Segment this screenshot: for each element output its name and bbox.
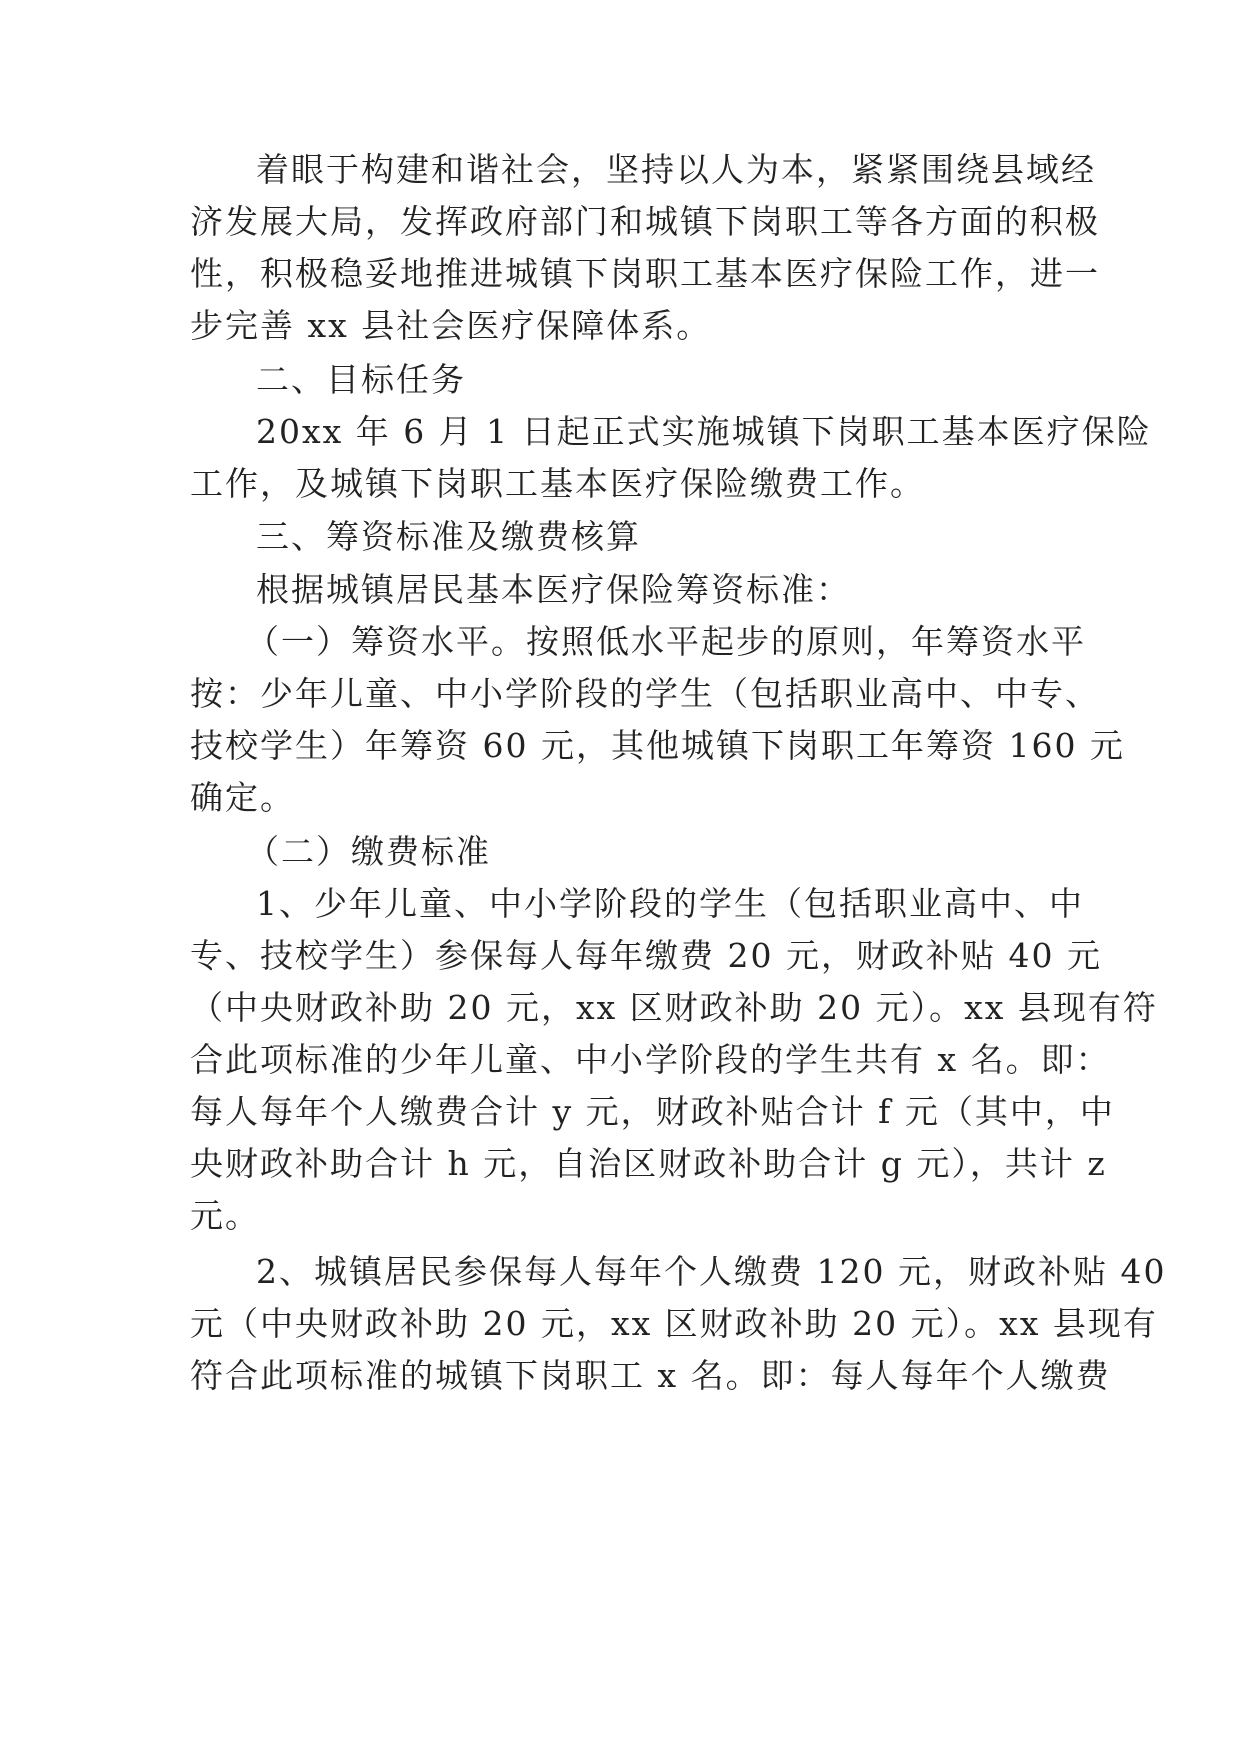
section-heading: 三、筹资标准及缴费核算 (256, 517, 641, 556)
paragraph-line: 济发展大局，发挥政府部门和城镇下岗职工等各方面的积极 (190, 202, 1100, 241)
paragraph-line: 按：少年儿童、中小学阶段的学生（包括职业高中、中专、 (190, 674, 1100, 713)
paragraph-line: 20xx 年 6 月 1 日起正式实施城镇下岗职工基本医疗保险 (256, 412, 1152, 451)
paragraph-line: 每人每年个人缴费合计 y 元，财政补贴合计 f 元（其中，中 (190, 1092, 1115, 1131)
paragraph-line: 根据城镇居民基本医疗保险筹资标准： (256, 570, 851, 609)
paragraph-line: 技校学生）年筹资 60 元，其他城镇下岗职工年筹资 160 元 (190, 726, 1125, 765)
paragraph-line: 央财政补助合计 h 元，自治区财政补助合计 g 元），共计 z (190, 1144, 1107, 1183)
paragraph-line: 着眼于构建和谐社会，坚持以人为本，紧紧围绕县域经 (256, 150, 1096, 189)
paragraph-line: 性，积极稳妥地推进城镇下岗职工基本医疗保险工作，进一 (190, 254, 1100, 293)
paragraph-line: 步完善 xx 县社会医疗保障体系。 (190, 306, 712, 345)
paragraph-line: （中央财政补助 20 元，xx 区财政补助 20 元）。xx 县现有符 (190, 988, 1158, 1027)
paragraph-line: 2、城镇居民参保每人每年个人缴费 120 元，财政补贴 40 (256, 1252, 1167, 1291)
paragraph-line: 专、技校学生）参保每人每年缴费 20 元，财政补贴 40 元 (190, 936, 1102, 975)
paragraph-line: 合此项标准的少年儿童、中小学阶段的学生共有 x 名。即： (190, 1040, 1111, 1079)
paragraph-line: 1、少年儿童、中小学阶段的学生（包括职业高中、中 (256, 884, 1084, 923)
paragraph-line: 元。 (190, 1196, 260, 1235)
sub-heading: （二）缴费标准 (246, 832, 491, 871)
paragraph-line: 确定。 (190, 778, 295, 817)
section-heading: 二、目标任务 (256, 360, 466, 399)
paragraph-line: 工作，及城镇下岗职工基本医疗保险缴费工作。 (190, 464, 925, 503)
paragraph-line: （一）筹资水平。按照低水平起步的原则，年筹资水平 (246, 622, 1086, 661)
paragraph-line: 符合此项标准的城镇下岗职工 x 名。即：每人每年个人缴费 (190, 1356, 1111, 1395)
paragraph-line: 元（中央财政补助 20 元，xx 区财政补助 20 元）。xx 县现有 (190, 1304, 1158, 1343)
